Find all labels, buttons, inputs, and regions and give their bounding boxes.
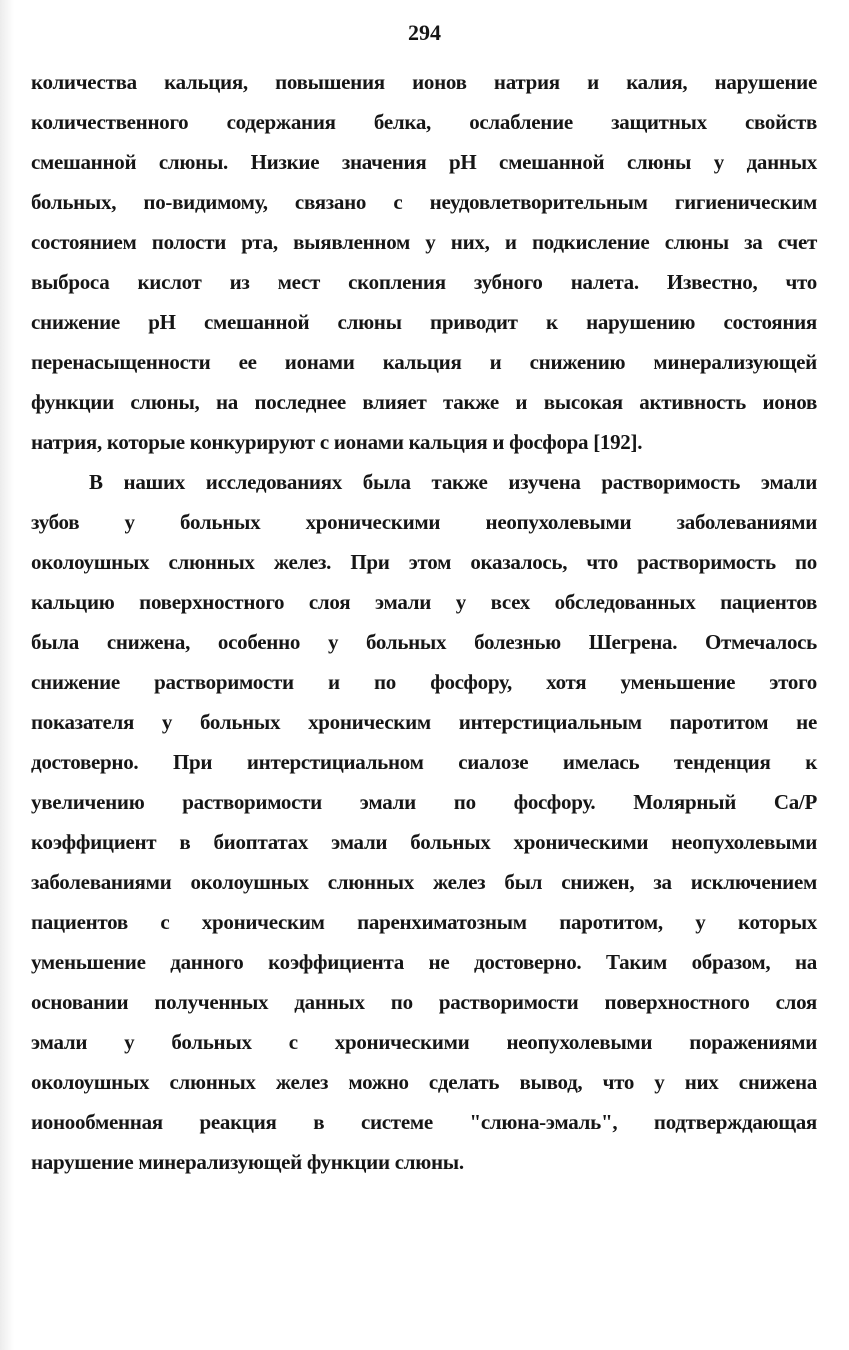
text-line: была снижена, особенно у больных болезнью Шегрена. Отмечалось — [31, 630, 817, 654]
text-line: кальцию поверхностного слоя эмали у всех обследованных пациентов — [31, 590, 817, 614]
text-line: перенасыщенности ее ионами кальция и снижению минерализующей — [31, 350, 817, 374]
text-line: околоушных слюнных желез можно сделать вывод, что у них снижена — [31, 1070, 817, 1094]
text-line: снижение рН смешанной слюны приводит к нарушению состояния — [31, 310, 817, 334]
text-line: количества кальция, повышения ионов натрия и калия, нарушение — [31, 70, 817, 94]
text-line: околоушных слюнных желез. При этом оказалось, что растворимость по — [31, 550, 817, 574]
text-line: снижение растворимости и по фосфору, хотя уменьшение этого — [31, 670, 817, 694]
text-line: заболеваниями околоушных слюнных желез был снижен, за исключением — [31, 870, 817, 894]
paragraph-2 — [31, 467, 817, 1187]
text-line: коэффициент в биоптатах эмали больных хроническими неопухолевыми — [31, 830, 817, 854]
text-line: пациентов с хроническим паренхиматозным паротитом, у которых — [31, 910, 817, 934]
text-line: В наших исследованиях была также изучена растворимость эмали — [89, 470, 817, 494]
text-line: нарушение минерализующей функции слюны. — [31, 1150, 464, 1174]
text-line: натрия, которые конкурируют с ионами кальция и фосфора [192]. — [31, 430, 643, 454]
text-line: увеличению растворимости эмали по фосфору. Молярный Са/Р — [31, 790, 817, 814]
paragraph-1 — [31, 67, 817, 467]
text-line: эмали у больных с хроническими неопухолевыми поражениями — [31, 1030, 817, 1054]
text-line: состоянием полости рта, выявленном у них, и подкисление слюны за счет — [31, 230, 817, 254]
text-line: количественного содержания белка, ослабление защитных свойств — [31, 110, 817, 134]
text-line: ионообменная реакция в системе "слюна-эмаль", подтверждающая — [31, 1110, 817, 1134]
text-line: основании полученных данных по растворимости поверхностного слоя — [31, 990, 817, 1014]
text-line: выброса кислот из мест скопления зубного налета. Известно, что — [31, 270, 817, 294]
text-line: зубов у больных хроническими неопухолевыми заболеваниями — [31, 510, 817, 534]
text-line: показателя у больных хроническим интерстициальным паротитом не — [31, 710, 817, 734]
text-line: смешанной слюны. Низкие значения рН смешанной слюны у данных — [31, 150, 817, 174]
text-line: больных, по-видимому, связано с неудовлетворительным гигиеническим — [31, 190, 817, 214]
text-line: достоверно. При интерстициальном сиалозе имелась тенденция к — [31, 750, 817, 774]
text-line: функции слюны, на последнее влияет также и высокая активность ионов — [31, 390, 817, 414]
scan-edge-shadow — [0, 0, 14, 1350]
body-text — [31, 67, 817, 1187]
text-line: уменьшение данного коэффициента не достоверно. Таким образом, на — [31, 950, 817, 974]
page-number: 294 — [408, 20, 441, 45]
